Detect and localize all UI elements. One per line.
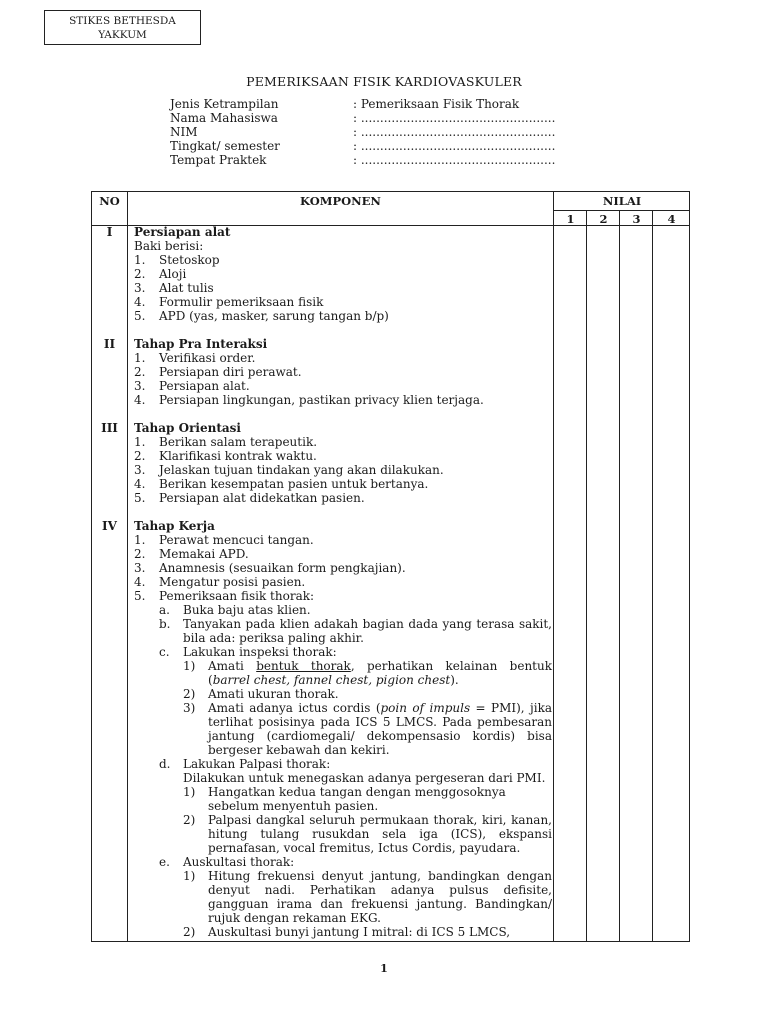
info-row-place [170, 153, 590, 167]
section-number-2: II [103, 337, 116, 351]
list-item: 2. Persiapan diri perawat. [134, 365, 302, 379]
section-title: Tahap Kerja [134, 519, 215, 533]
list-item: 3. Persiapan alat. [134, 379, 250, 393]
institution-line-1: STIKES BETHESDA [69, 15, 176, 27]
sub-sub-item: 1) Amati bentuk thorak, perhatikan kelainan bentuk (barrel chest, fannel chest, pigion chest). [183, 659, 552, 687]
sub-sub-item: 1) Hangatkan kedua tangan dengan menggosoknya sebelum menyentuh pasien. [183, 785, 506, 813]
component-content [134, 225, 552, 939]
list-item: 3. Anamnesis (sesuaikan form pengkajian). [134, 561, 406, 575]
sub-item: a. Buka baju atas klien. [159, 603, 311, 617]
score-col-2: 2 [599, 212, 608, 226]
info-value: : ................................................... [353, 153, 556, 167]
list-item: 4. Persiapan lingkungan, pastikan privacy klien terjaga. [134, 393, 484, 407]
header-score: NILAI [602, 194, 642, 208]
info-row-name [170, 111, 590, 125]
info-label: Jenis Ketrampilan [170, 97, 279, 111]
header-no: NO [99, 194, 120, 208]
score-col-3: 3 [632, 212, 641, 226]
list-item: 5. Persiapan alat didekatkan pasien. [134, 491, 365, 505]
score-col-4: 4 [667, 212, 676, 226]
section-intro: Baki berisi: [134, 239, 204, 253]
info-value: : ................................................... [353, 139, 556, 153]
sub-item: b. Tanyakan pada klien adakah bagian dada yang terasa sakit, bila ada: periksa paling akhir. [159, 617, 552, 645]
section-number-1: I [106, 225, 113, 239]
institution-line-2: YAKKUM [98, 29, 147, 41]
list-item: 4. Mengatur posisi pasien. [134, 575, 306, 589]
info-row-level [170, 139, 590, 153]
list-item: 4. Formulir pemeriksaan fisik [134, 295, 324, 309]
section-title: Persiapan alat [134, 225, 231, 239]
header-component: KOMPONEN [300, 194, 381, 208]
info-label: Tempat Praktek [170, 153, 267, 167]
list-item: 2. Aloji [134, 267, 187, 281]
sub-item: c. Lakukan inspeksi thorak: [159, 645, 337, 659]
assessment-table [91, 191, 690, 942]
list-item: 4. Berikan kesempatan pasien untuk bertanya. [134, 477, 429, 491]
list-item: 1. Berikan salam terapeutik. [134, 435, 318, 449]
sub-sub-item: 2) Auskultasi bunyi jantung I mitral: di ICS 5 LMCS, [183, 925, 511, 939]
list-item: 3. Jelaskan tujuan tindakan yang akan dilakukan. [134, 463, 444, 477]
section-number-4: IV [102, 519, 117, 533]
list-item: 5. APD (yas, masker, sarung tangan b/p) [134, 309, 389, 323]
sub-item: e. Auskultasi thorak: [159, 855, 295, 869]
sub-item: d. Lakukan Palpasi thorak: [159, 757, 331, 771]
section-title: Tahap Pra Interaksi [134, 337, 268, 351]
sub-sub-item: 2) Palpasi dangkal seluruh permukaan thorak, kiri, kanan, hitung tulang rusukdan sela iga (ICS), ekspansi pernafasan, vocal fremitus, Ictus Cordis, payudara. [183, 813, 552, 855]
section-number-3: III [101, 421, 118, 435]
column-divider [652, 210, 653, 941]
column-divider [127, 192, 128, 941]
document-title: PEMERIKSAAN FISIK KARDIOVASKULER [246, 74, 522, 89]
info-row-skill [170, 97, 590, 111]
score-col-1: 1 [566, 212, 575, 226]
column-divider [619, 210, 620, 941]
column-divider [586, 210, 587, 941]
list-item: 5. Pemeriksaan fisik thorak: [134, 589, 315, 603]
sub-sub-item: 1) Hitung frekuensi denyut jantung, bandingkan dengan denyut nadi. Perhatikan adanya pulsus defisite, gangguan irama dan frekuensi jantung. Bandingkan/ rujuk dengan rekaman EKG. [183, 869, 552, 925]
list-item: 2. Memakai APD. [134, 547, 249, 561]
info-label: Tingkat/ semester [170, 139, 280, 153]
institution-box [44, 10, 201, 45]
list-item: 1. Stetoskop [134, 253, 220, 267]
section-title: Tahap Orientasi [134, 421, 241, 435]
info-label: NIM [170, 125, 198, 139]
list-item: 3. Alat tulis [134, 281, 214, 295]
info-row-nim [170, 125, 590, 139]
sub-sub-item: 3) Amati adanya ictus cordis (poin of impuls = PMI), jika terlihat posisinya pada ICS 5 LMCS. Pada pembesaran jantung (cardiomegali/ dekompensasio kordis) bisa bergeser kebawah dan kekiri. [183, 701, 553, 757]
sub-sub-item: 2) Amati ukuran thorak. [183, 687, 339, 701]
info-value: : ................................................... [353, 125, 556, 139]
info-label: Nama Mahasiswa [170, 111, 278, 125]
sub-note: Dilakukan untuk menegaskan adanya pergeseran dari PMI. [183, 771, 546, 785]
column-divider [553, 192, 554, 941]
list-item: 1. Perawat mencuci tangan. [134, 533, 314, 547]
student-info [170, 97, 590, 167]
info-value: : Pemeriksaan Fisik Thorak [353, 97, 520, 111]
page-number: 1 [380, 962, 388, 975]
list-item: 2. Klarifikasi kontrak waktu. [134, 449, 317, 463]
row-divider [553, 210, 690, 211]
list-item: 1. Verifikasi order. [134, 351, 256, 365]
info-value: : ................................................... [353, 111, 556, 125]
